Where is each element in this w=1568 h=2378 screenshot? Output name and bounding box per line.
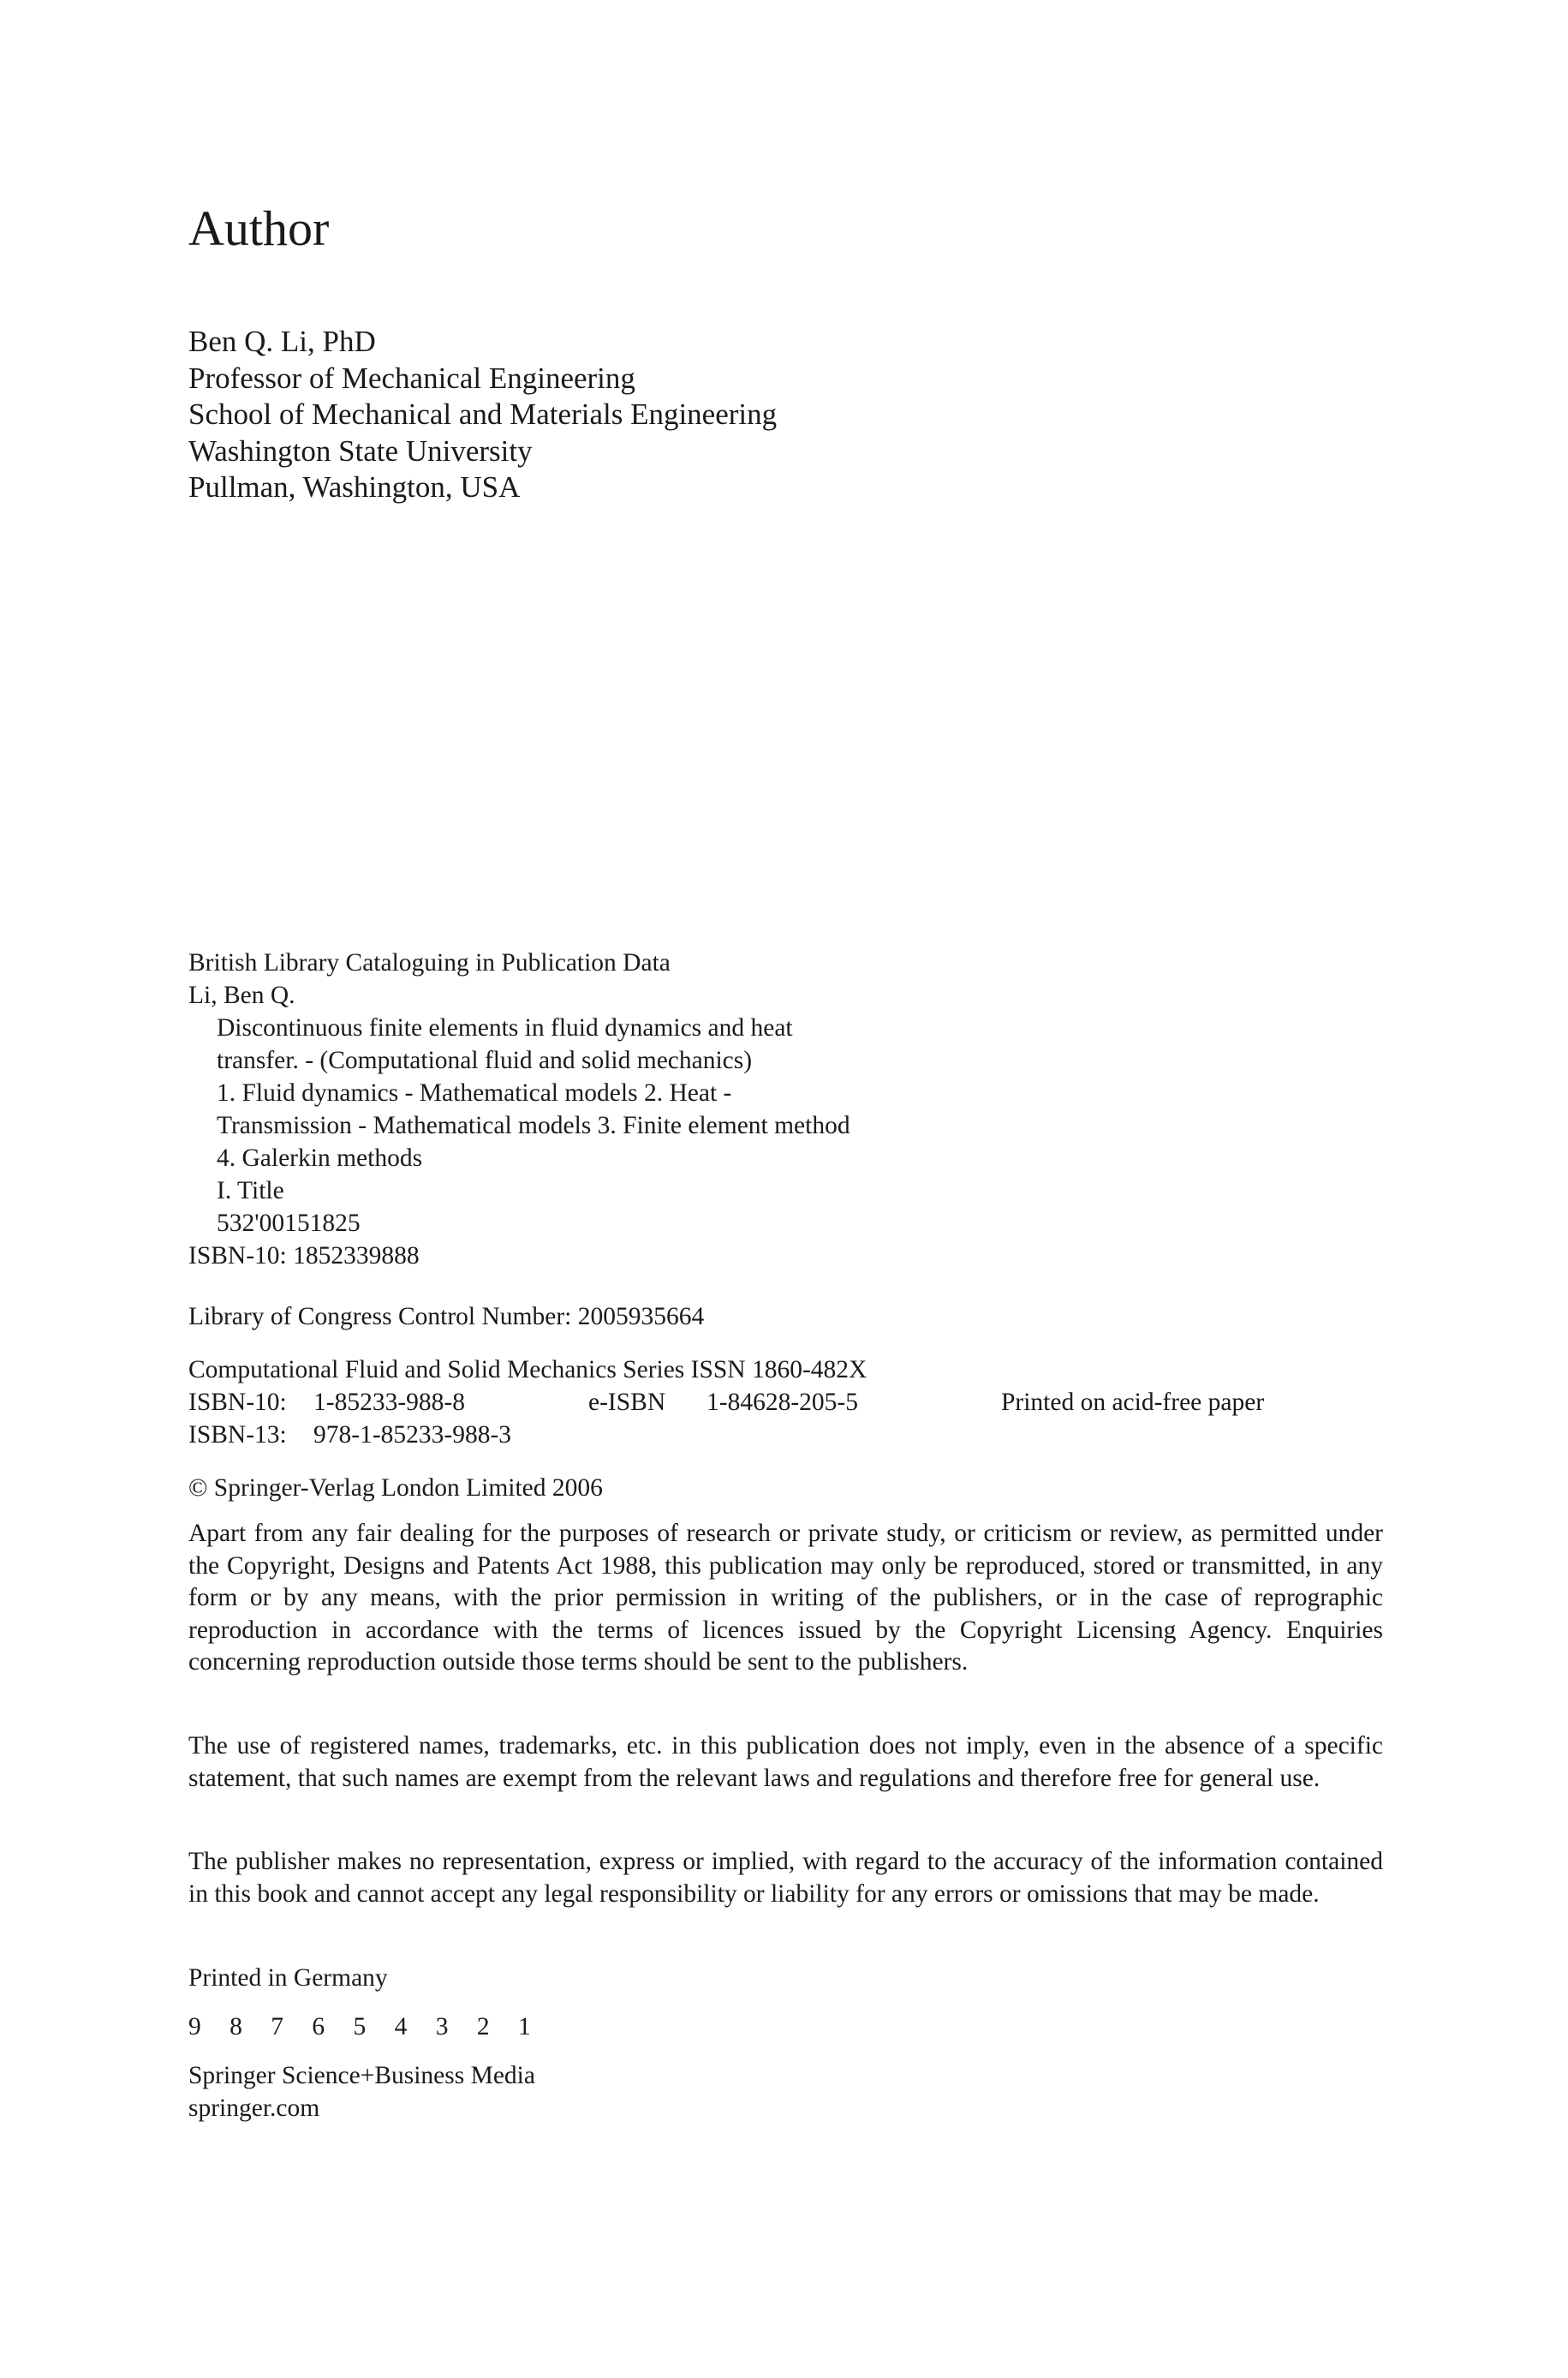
cip-isbn: ISBN-10: 1852339888 <box>188 1242 420 1270</box>
liability-paragraph: The publisher makes no representation, express or implied, with regard to the accuracy of the information contained in this book and cannot accept any legal responsibility or liability for any errors or omissions that may be made. <box>188 1848 1383 1908</box>
series-line: Computational Fluid and Solid Mechanics Series ISSN 1860-482X <box>188 1356 867 1383</box>
cip-line: 1. Fluid dynamics - Mathematical models 2. Heat - <box>217 1079 732 1107</box>
cip-line: Transmission - Mathematical models 3. Finite element method <box>217 1112 850 1139</box>
publisher-info <box>188 2060 535 2124</box>
isbn13-row <box>188 1419 867 1451</box>
isbn10-row <box>188 1386 1265 1419</box>
author-info <box>188 324 777 506</box>
copyright-notice: © Springer-Verlag London Limited 2006 <box>188 1474 603 1502</box>
isbn13-label: ISBN-13: <box>188 1421 287 1449</box>
cip-line: 532'00151825 <box>217 1210 361 1237</box>
isbn13-value: 978-1-85233-988-3 <box>313 1421 512 1449</box>
lcc-number: Library of Congress Control Number: 2005935664 <box>188 1303 705 1330</box>
cip-author: Li, Ben Q. <box>188 982 295 1009</box>
page-heading: Author <box>188 200 330 256</box>
series-info <box>188 1353 1265 1451</box>
author-university: Washington State University <box>188 433 533 468</box>
author-school: School of Mechanical and Materials Engineering <box>188 397 778 431</box>
eisbn-value: 1-84628-205-5 <box>706 1389 858 1416</box>
cip-line: transfer. - (Computational fluid and solid mechanics) <box>217 1047 753 1074</box>
isbn10-value: 1-85233-988-8 <box>313 1389 465 1416</box>
print-number-line: 9 8 7 6 5 4 3 2 1 <box>188 2013 542 2040</box>
cip-line: Discontinuous finite elements in fluid dynamics and heat <box>217 1014 793 1042</box>
eisbn-label: e-ISBN <box>588 1389 666 1416</box>
publisher-website[interactable]: springer.com <box>188 2094 320 2122</box>
paper-note: Printed on acid-free paper <box>1001 1389 1265 1416</box>
author-name: Ben Q. Li, PhD <box>188 325 376 358</box>
rights-paragraph: Apart from any fair dealing for the purposes of research or private study, or criticism or review, as permitted under the Copyright, Designs and Patents Act 1988, this publication may only be reproduced, stored or transmitted, in any form or by any means, with the prior permission in writing of the publishers, or in the case of reprographic reproduction in accordance with the terms of licences issued by the Copyright Licensing Agency. Enquiries concerning reproduction outside those terms should be sent to the publishers. <box>188 1520 1383 1676</box>
cip-line: I. Title <box>217 1177 284 1204</box>
cip-header: British Library Cataloguing in Publication Data <box>188 949 671 977</box>
publisher-name: Springer Science+Business Media <box>188 2062 535 2089</box>
cataloguing-data <box>188 947 850 1272</box>
author-title: Professor of Mechanical Engineering <box>188 361 635 395</box>
isbn10-label: ISBN-10: <box>188 1389 287 1416</box>
trademark-paragraph: The use of registered names, trademarks, etc. in this publication does not imply, even in the absence of a specific statement, that such names are exempt from the relevant laws and regulations and therefore free for general use. <box>188 1732 1383 1792</box>
printed-in: Printed in Germany <box>188 1964 388 1992</box>
author-location: Pullman, Washington, USA <box>188 470 521 504</box>
cip-line: 4. Galerkin methods <box>217 1144 423 1172</box>
